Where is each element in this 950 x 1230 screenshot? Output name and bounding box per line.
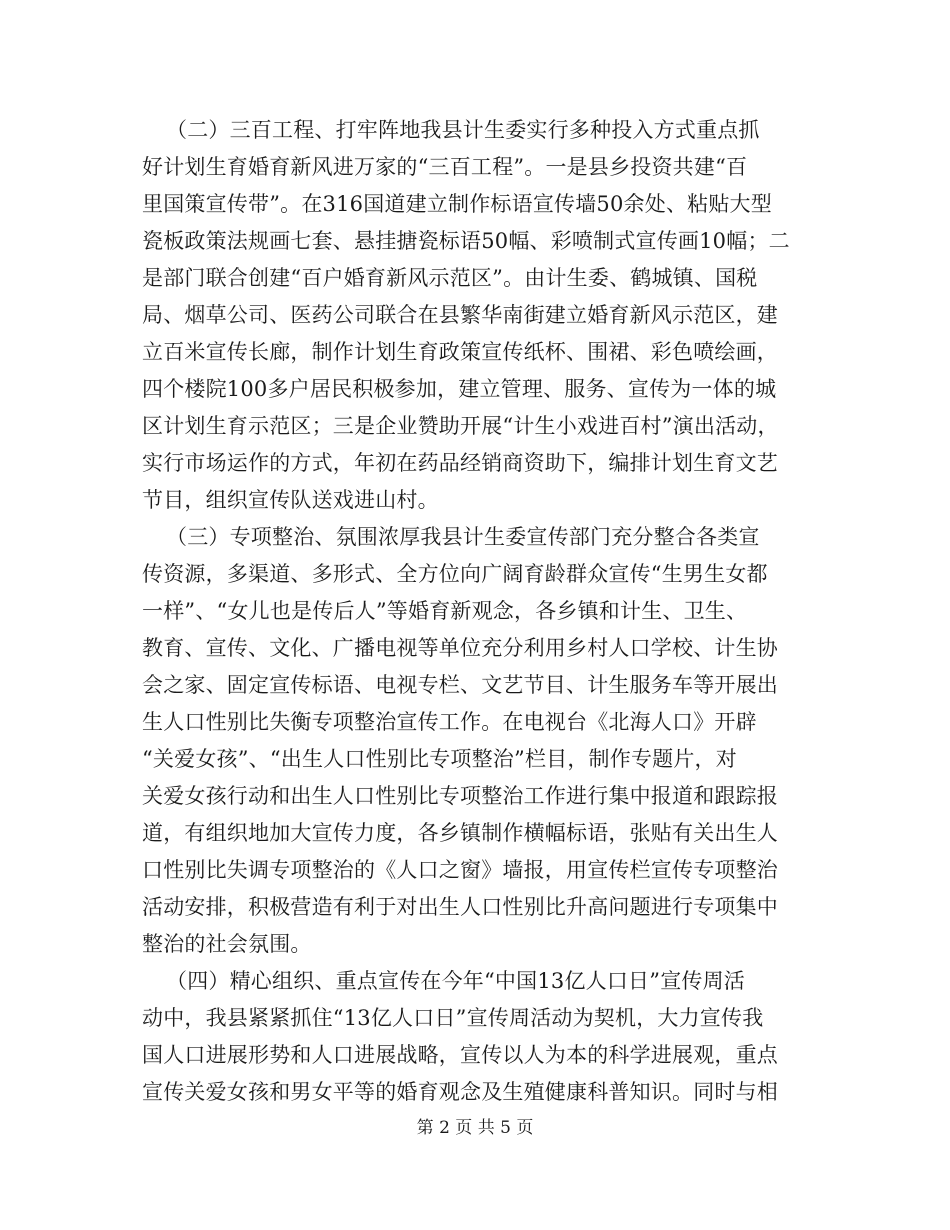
text-line: 实行市场运作的方式，年初在药品经销商资助下，编排计划生育文艺	[142, 451, 778, 475]
text-line: 宣传关爱女孩和男女平等的婚育观念及生殖健康科普知识。同时与相	[142, 1080, 778, 1104]
text-line: 四个楼院100多户居民积极参加，建立管理、服务、宣传为一体的城	[142, 377, 777, 401]
text-line: 区计划生育示范区；三是企业赞助开展“计生小戏进百村”演出活动，	[142, 414, 779, 438]
text-line: 是部门联合创建“百户婚育新风示范区”。由计生委、鹤城镇、国税	[142, 266, 758, 290]
text-line: 国人口进展形势和人口进展战略，宣传以人为本的科学进展观，重点	[142, 1043, 778, 1067]
text-line: 活动安排，积极营造有利于对出生人口性别比升高问题进行专项集中	[142, 895, 778, 919]
text-line: 好计划生育婚育新风进万家的“三百工程”。一是县乡投资共建“百	[142, 155, 748, 179]
text-line: “关爱女孩”、“出生人口性别比专项整治”栏目，制作专题片，对	[142, 747, 737, 771]
page-footer: 第 2 页 共 5 页	[416, 1118, 534, 1138]
text-line: 口性别比失调专项整治的《人口之窗》墙报，用宣传栏宣传专项整治	[142, 858, 778, 882]
text-line: （四）精心组织、重点宣传在今年“中国13亿人口日”宣传周活	[166, 969, 745, 993]
text-line: 里国策宣传带”。在316国道建立制作标语宣传墙50余处、粘贴大型	[142, 192, 772, 216]
text-line: （三）专项整治、氛围浓厚我县计生委宣传部门充分整合各类宣	[166, 525, 760, 549]
text-line: 一样”、“女儿也是传后人”等婚育新观念，各乡镇和计生、卫生、	[142, 599, 748, 623]
text-line: 局、烟草公司、医药公司联合在县繁华南街建立婚育新风示范区，建	[142, 303, 778, 327]
text-line: 道，有组织地加大宣传力度，各乡镇制作横幅标语，张贴有关出生人	[142, 821, 778, 845]
text-line: 节目，组织宣传队送戏进山村。	[142, 488, 439, 512]
text-line: 教育、宣传、文化、广播电视等单位充分利用乡村人口学校、计生协	[142, 636, 778, 660]
text-line: 整治的社会氛围。	[142, 932, 312, 956]
text-line: 动中，我县紧紧抓住“13亿人口日”宣传周活动为契机，大力宣传我	[142, 1006, 764, 1030]
text-line: 会之家、固定宣传标语、电视专栏、文艺节目、计生服务车等开展出	[142, 673, 778, 697]
text-line: 立百米宣传长廊，制作计划生育政策宣传纸杯、围裙、彩色喷绘画，	[142, 340, 778, 364]
text-line: 瓷板政策法规画七套、悬挂搪瓷标语50幅、彩喷制式宣传画10幅；二	[142, 229, 790, 253]
text-line: （二）三百工程、打牢阵地我县计生委实行多种投入方式重点抓	[166, 118, 760, 142]
text-line: 生人口性别比失衡专项整治宣传工作。在电视台《北海人口》开辟	[142, 710, 757, 734]
text-line: 传资源，多渠道、多形式、全方位向广阔育龄群众宣传“生男生女都	[142, 562, 768, 586]
text-line: 关爱女孩行动和出生人口性别比专项整治工作进行集中报道和跟踪报	[142, 784, 778, 808]
